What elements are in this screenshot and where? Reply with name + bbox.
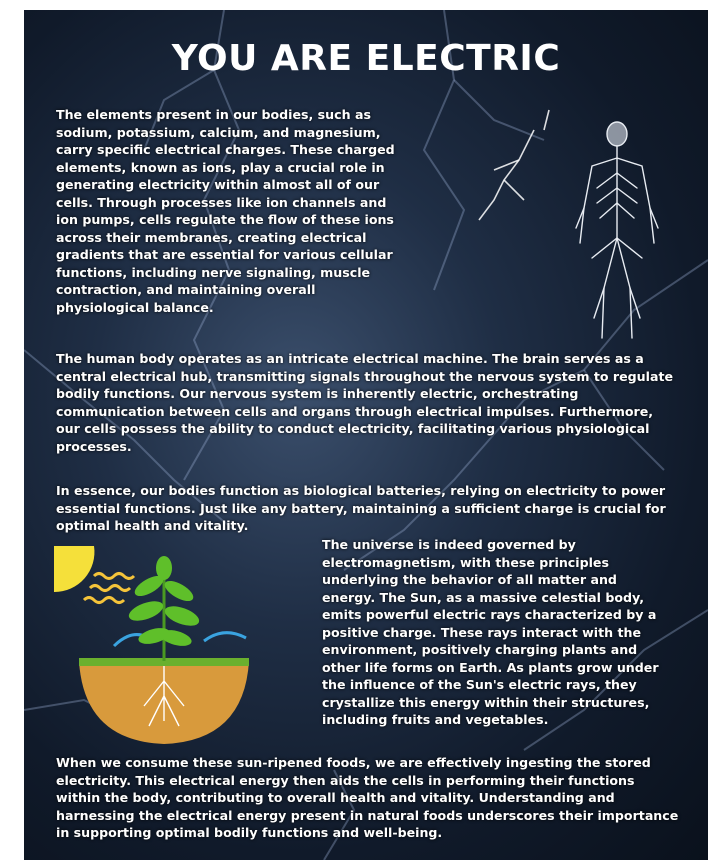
paragraph-electromagnetism: The universe is indeed governed by electromagnetism, with these principles underlying the behavior of all matter and energy. The Sun, as a massive celestial body, emits powerful electric rays characterized by a positive charge. These rays interact with the environment, positively charging plants and other life forms on Earth. As plants grow under the influence of the Sun's electric rays, they crystallize this energy within their structures, including fruits and vegetables.: [322, 537, 659, 727]
paragraph-ions: The elements present in our bodies, such as sodium, potassium, calcium, and magnesium, carry specific electrical charges. These charged elements, known as ions, play a crucial role in generating electricity within almost all of our cells. Through processes like ion channels and ion pumps, cells regulate the flow of these ions across their membranes, creating electrical gradients that are essential for various cellular functions, including nerve signaling, muscle contraction, and maintaining overall physiological balance.: [56, 107, 395, 315]
poster: [24, 10, 708, 860]
nervous-system-icon: [572, 118, 662, 344]
paragraph-sun-ripened-foods: When we consume these sun-ripened foods, we are effectively ingesting the stored electricity. This electrical energy then aids the cells in performing their functions within the body, contributing to overall health and vitality. Understanding and harnessing the electrical energy present in natural foods underscores their importance in supporting optimal bodily functions and well-being.: [56, 755, 679, 840]
plant-sun-icon: [54, 546, 264, 746]
paragraph-electrical-machine: The human body operates as an intricate electrical machine. The brain serves as a central electrical hub, transmitting signals throughout the nervous system to regulate bodily functions. Our nervous system is inherently electric, orchestrating communication between cells and organs through electrical impulses. Furthermore, our cells possess the ability to conduct electricity, facilitating various physiological processes.: [56, 351, 674, 454]
paragraph-biological-batteries: In essence, our bodies function as biological batteries, relying on electricity to power essential functions. Just like any battery, maintaining a sufficient charge is crucial for optimal health and vitality.: [56, 483, 666, 533]
page-title: YOU ARE ELECTRIC: [171, 38, 561, 79]
